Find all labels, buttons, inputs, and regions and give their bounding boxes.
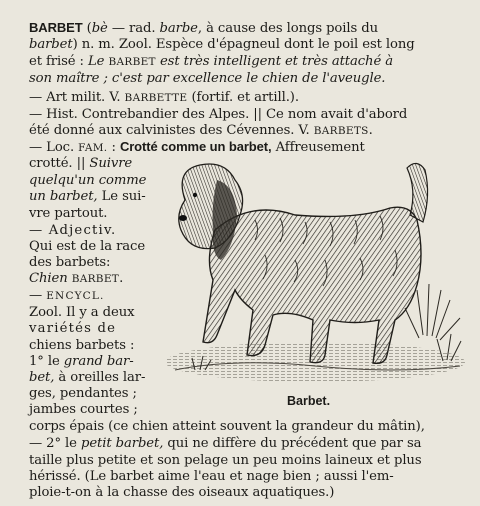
entry-line-24: jambes courtes ; [29, 402, 138, 417]
entry-line-23: ges, pendantes ; [29, 386, 137, 401]
entry-line-5: — Art milit. V. BARBETTE (fortif. et artill.). [29, 90, 299, 105]
entry-line-6: — Hist. Contrebandier des Alpes. || Ce nom avait d'abord [29, 107, 408, 122]
entry-line-29: ploie-t-on à la chasse des oiseaux aquatiques.) [29, 485, 335, 500]
entry-line-9: crotté. || Suivre [29, 156, 133, 171]
entry-line-15: des barbets: [29, 255, 111, 270]
barbet-dog-engraving [155, 160, 467, 388]
entry-line-27: taille plus petite et son pelage un peu moins laineux et plus [29, 453, 422, 468]
entry-line-2: barbet) n. m. Zool. Espèce d'épagneul dont le poil est long [29, 37, 415, 52]
entry-line-19: variétés de [29, 321, 117, 336]
entry-line-10: quelqu'un comme [29, 173, 147, 188]
entry-line-1: BARBET (bè — rad. barbe, à cause des longs poils du [29, 20, 379, 36]
entry-line-7: été donné aux calvinistes des Cévennes. V. BARBETS. [29, 123, 373, 138]
entry-line-16: Chien BARBET. [29, 271, 124, 286]
entry-line-8: — Loc. FAM. : Crotté comme un barbet, Affreusement [29, 139, 365, 155]
entry-line-21: 1° le grand bar- [29, 354, 134, 369]
entry-line-17: — ENCYCL. [29, 288, 105, 303]
entry-line-12: vre partout. [29, 206, 108, 221]
entry-line-14: Qui est de la race [29, 239, 146, 254]
entry-line-22: bet, à oreilles lar- [29, 370, 146, 385]
entry-line-26: — 2° le petit barbet, qui ne diffère du précédent que par sa [29, 436, 422, 451]
entry-line-18: Zool. Il y a deux [29, 305, 135, 320]
headword: BARBET [29, 20, 83, 35]
entry-line-28: hérissé. (Le barbet aime l'eau et nage bien ; aussi l'em- [29, 469, 394, 484]
entry-line-13: — Adjectiv. [29, 223, 117, 238]
entry-line-11: un barbet, Le sui- [29, 189, 146, 204]
barbet-dog-illustration [155, 160, 467, 388]
entry-line-20: chiens barbets : [29, 338, 135, 353]
entry-line-4: son maître ; c'est par excellence le chien de l'aveugle. [29, 71, 386, 86]
figure-caption: Barbet. [287, 394, 331, 408]
entry-line-25: corps épais (ce chien atteint souvent la grandeur du mâtin), [29, 419, 425, 434]
entry-line-3: et frisé : Le BARBET est très intelligent et très attaché à [29, 54, 394, 69]
